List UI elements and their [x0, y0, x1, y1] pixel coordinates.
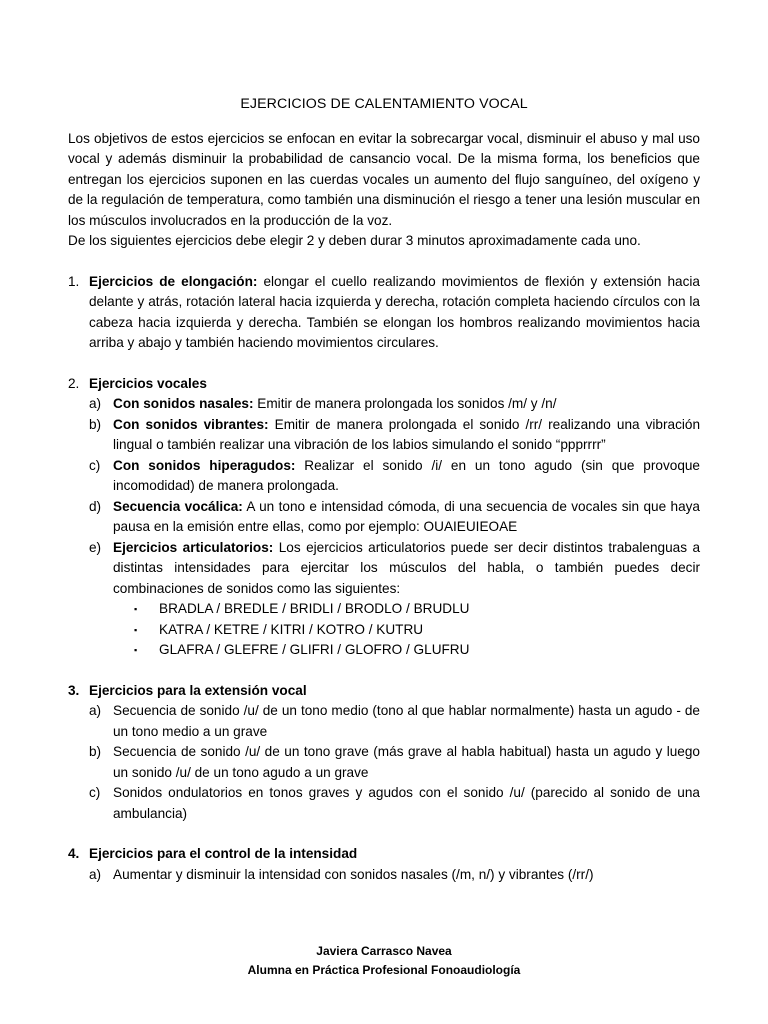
item-text: Sonidos ondulatorios en tonos graves y agudos con el sonido /u/ (parecido al sonido de una ambulancia) — [113, 785, 700, 821]
item-label: b) — [89, 744, 102, 759]
item-label: a) — [89, 703, 102, 718]
item-heading: Con sonidos vibrantes: — [113, 416, 269, 432]
item-text: Aumentar y disminuir la intensidad con sonidos nasales (/m, n/) y vibrantes (/rr/) — [113, 866, 594, 882]
bullet-item — [134, 599, 700, 620]
section-number: 1. — [68, 273, 80, 289]
square-bullet-icon: ▪ — [134, 645, 138, 655]
item-heading: Con sonidos nasales: — [113, 396, 254, 411]
item-heading: Ejercicios articulatorios: — [113, 539, 274, 555]
list-item — [89, 394, 700, 415]
section-elongation — [68, 272, 700, 354]
bullet-text: BRADLA / BREDLE / BRIDLI / BRODLO / BRUDLU — [159, 601, 470, 616]
list-item — [89, 701, 700, 742]
item-text: A un tono e intensidad cómoda, di una secuencia de vocales sin que haya pausa en la emisión entre ellas, como por ejemplo: OUAIEUIEOAE — [113, 498, 700, 534]
section-number: 3. — [68, 682, 80, 698]
section-number: 2. — [68, 375, 80, 391]
intro-paragraph: Los objetivos de estos ejercicios se enfocan en evitar la sobrecargar vocal, disminuir el abuso y mal uso vocal y además disminuir la probabilidad de cansancio vocal. De la misma forma, los beneficios que entregan los ejercicios suponen en las cuerdas vocales un aumento del flujo sanguíneo, del oxígeno y de la regulación de temperatura, como también una disminución el riesgo a tener una lesión muscular en los músculos involucrados en la producción de la voz. — [68, 130, 700, 228]
item-label: a) — [89, 396, 102, 411]
section-vocal-exercises — [68, 374, 700, 600]
square-bullet-icon: ▪ — [134, 624, 138, 635]
item-label: d) — [89, 498, 102, 514]
list-item — [89, 497, 700, 538]
bullet-text: KATRA / KETRE / KITRI / KOTRO / KUTRU — [159, 621, 424, 637]
item-text: Secuencia de sonido /u/ de un tono medio (tono al que hablar normalmente) hasta un agudo - de un tono medio a un grave — [113, 703, 700, 739]
list-item — [89, 456, 700, 497]
bullet-text: GLAFRA / GLEFRE / GLIFRI / GLOFRO / GLUFRU — [159, 642, 470, 657]
page-title: EJERCICIOS DE CALENTAMIENTO VOCAL — [240, 96, 528, 112]
bullet-item — [134, 620, 700, 641]
item-text: Realizar el sonido /i/ en un tono agudo (sin que provoque incomodidad) de manera prolongada. — [113, 457, 700, 493]
item-text: Los ejercicios articulatorios puede ser decir distintos trabalenguas a distintas intensidades para ejercitar los músculos del habla, o también puedes decir combinaciones de sonidos como las siguientes: — [113, 539, 700, 596]
section-heading: Ejercicios para la extensión vocal — [89, 682, 307, 698]
list-item — [89, 865, 700, 886]
list-item — [89, 783, 700, 824]
author-role: Alumna en Práctica Profesional Fonoaudiología — [247, 963, 521, 977]
square-bullet-icon: ▪ — [134, 604, 138, 614]
section-intensity-control — [68, 844, 700, 885]
author-name: Javiera Carrasco Navea — [316, 944, 452, 958]
section-heading: Ejercicios de elongación: — [89, 273, 258, 289]
section-heading: Ejercicios para el control de la intensidad — [89, 846, 358, 861]
item-label: c) — [89, 457, 101, 473]
footer — [0, 942, 768, 980]
section-vocal-extension — [68, 681, 700, 825]
list-item — [89, 538, 700, 600]
item-label: b) — [89, 416, 102, 432]
item-label: e) — [89, 539, 102, 555]
section-text: elongar el cuello realizando movimientos de flexión y extensión hacia delante y atrás, rotación lateral hacia izquierda y derecha, rotación completa haciendo círculos con la cabeza hacia izquierda y derecha. También se elongan los hombros realizando movimientos hacia arriba y abajo y también haciendo movimientos circulares. — [89, 273, 700, 350]
section-number: 4. — [68, 846, 80, 861]
item-label: c) — [89, 785, 101, 800]
section-heading: Ejercicios vocales — [89, 375, 207, 391]
item-heading: Con sonidos hiperagudos: — [113, 457, 296, 473]
bullet-item — [134, 640, 700, 661]
item-text: Secuencia de sonido /u/ de un tono grave (más grave al habla habitual) hasta un agudo y luego un sonido /u/ de un tono agudo a un grave — [113, 744, 700, 780]
item-label: a) — [89, 866, 102, 882]
instruction-paragraph: De los siguientes ejercicios debe elegir 2 y deben durar 3 minutos aproximadamente cada uno. — [68, 233, 641, 248]
item-text: Emitir de manera prolongada los sonidos /m/ y /n/ — [253, 396, 557, 411]
list-item — [89, 742, 700, 783]
list-item — [89, 415, 700, 456]
item-heading: Secuencia vocálica: — [113, 498, 243, 514]
item-text: Emitir de manera prolongada el sonido /rr/ realizando una vibración lingual o también realizar una vibración de los labios simulando el sonido “ppprrrr” — [113, 416, 701, 452]
